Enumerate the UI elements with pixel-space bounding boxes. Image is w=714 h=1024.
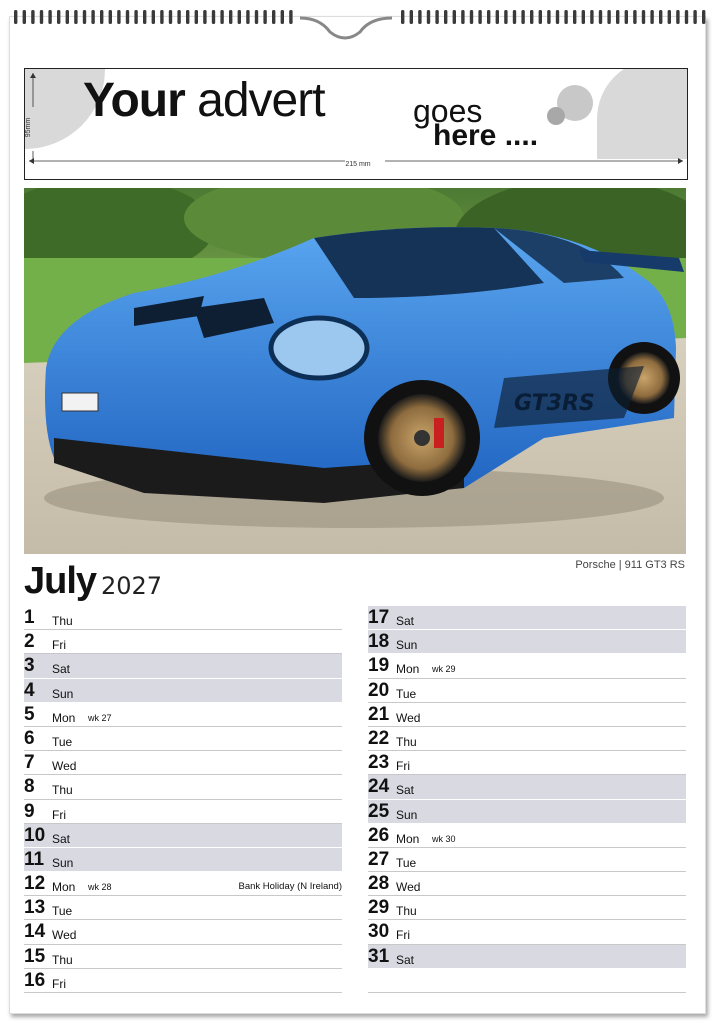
day-row <box>24 872 342 896</box>
day-number: 19 <box>368 655 390 677</box>
day-number: 16 <box>24 969 46 991</box>
wire-binding <box>0 4 714 40</box>
photo-caption: Porsche | 911 GT3 RS <box>575 559 685 571</box>
car-livery-text: GT3RS <box>514 391 595 416</box>
year-title: 2027 <box>101 572 163 600</box>
day-name: Thu <box>52 614 73 628</box>
day-name: Wed <box>396 880 421 895</box>
day-row <box>368 824 686 848</box>
day-name: Tue <box>396 686 417 701</box>
day-name: Wed <box>52 928 77 943</box>
day-row <box>24 775 342 799</box>
empty-row <box>368 969 686 993</box>
day-number: 28 <box>368 873 390 895</box>
day-number: 5 <box>24 703 35 725</box>
day-row <box>368 800 686 824</box>
advert-goes: goes <box>413 93 483 129</box>
day-row <box>24 848 342 872</box>
day-row <box>24 727 342 751</box>
day-row <box>368 872 686 896</box>
day-row <box>24 751 342 775</box>
day-number: 15 <box>24 945 46 967</box>
day-name: Wed <box>396 710 421 725</box>
week-number: wk 29 <box>432 664 456 675</box>
month-title: July <box>24 560 97 602</box>
day-name: Fri <box>52 807 66 822</box>
day-number: 23 <box>368 752 390 774</box>
day-row <box>24 896 342 920</box>
day-number: 7 <box>24 752 35 774</box>
day-row <box>24 800 342 824</box>
advert-headline: Your advert <box>83 74 325 127</box>
day-number: 12 <box>24 873 46 895</box>
day-name: Tue <box>52 734 73 749</box>
day-row <box>368 945 686 969</box>
day-row <box>24 654 342 678</box>
advert-placeholder <box>24 68 688 180</box>
day-name: Fri <box>396 928 410 943</box>
day-name: Thu <box>52 783 73 798</box>
day-number: 27 <box>368 848 390 870</box>
day-name: Mon <box>52 710 76 725</box>
day-column-left <box>24 606 342 993</box>
week-number: wk 30 <box>432 833 456 844</box>
day-row <box>24 630 342 654</box>
day-row <box>368 679 686 703</box>
day-number: 22 <box>368 727 390 749</box>
day-row <box>24 945 342 969</box>
day-name: Fri <box>52 638 66 653</box>
day-number: 31 <box>368 945 390 967</box>
advert-width-label: 215 mm <box>345 161 371 168</box>
day-name: Mon <box>396 662 420 677</box>
day-number: 20 <box>368 679 390 701</box>
day-number: 25 <box>368 800 390 822</box>
day-number: 2 <box>24 631 35 653</box>
day-name: Mon <box>52 880 76 895</box>
day-name: Sun <box>52 855 74 870</box>
day-number: 8 <box>24 776 35 798</box>
day-row <box>24 824 342 848</box>
day-number: 24 <box>368 776 390 798</box>
advert-here: here .... <box>433 119 539 152</box>
day-number: 1 <box>24 607 35 628</box>
day-number: 3 <box>24 655 35 677</box>
day-name: Sun <box>396 638 418 653</box>
day-row <box>368 630 686 654</box>
day-number: 6 <box>24 727 35 749</box>
day-number: 10 <box>24 824 46 846</box>
day-name: Sun <box>396 807 418 822</box>
day-row <box>368 775 686 799</box>
day-column-right <box>368 606 686 993</box>
day-number: 9 <box>24 800 35 822</box>
advert-height-label: 95mm <box>25 117 33 138</box>
day-name: Thu <box>396 734 417 749</box>
day-row <box>24 679 342 703</box>
day-name: Sun <box>52 686 74 701</box>
day-row <box>24 703 342 727</box>
week-number: wk 27 <box>88 712 112 723</box>
day-row <box>368 654 686 678</box>
day-name: Tue <box>52 904 73 919</box>
day-number: 21 <box>368 703 390 725</box>
day-row <box>24 606 342 630</box>
day-name: Sat <box>396 952 415 967</box>
day-name: Fri <box>396 759 410 774</box>
day-row <box>24 920 342 944</box>
day-row <box>24 969 342 993</box>
day-name: Thu <box>52 952 73 967</box>
day-number: 30 <box>368 921 390 943</box>
day-name: Thu <box>396 904 417 919</box>
day-number: 11 <box>24 848 45 870</box>
day-name: Tue <box>396 855 417 870</box>
day-number: 26 <box>368 824 390 846</box>
day-number: 29 <box>368 897 390 919</box>
week-number: wk 28 <box>88 882 112 893</box>
day-row <box>368 751 686 775</box>
day-row <box>368 920 686 944</box>
day-name: Sat <box>52 831 71 846</box>
day-name: Mon <box>396 831 420 846</box>
day-row <box>368 896 686 920</box>
day-number: 14 <box>24 921 46 943</box>
day-name: Sat <box>396 783 415 798</box>
day-row <box>368 848 686 872</box>
day-row <box>368 703 686 727</box>
day-name: Wed <box>52 759 77 774</box>
day-row <box>368 606 686 630</box>
car-photo <box>24 188 686 554</box>
day-number: 17 <box>368 607 390 628</box>
day-name: Sat <box>396 614 415 628</box>
day-number: 18 <box>368 631 390 653</box>
day-note: Bank Holiday (N Ireland) <box>238 881 342 893</box>
day-name: Fri <box>52 976 66 991</box>
day-number: 13 <box>24 897 46 919</box>
day-name: Sat <box>52 662 71 677</box>
day-row <box>368 727 686 751</box>
day-number: 4 <box>24 679 35 701</box>
